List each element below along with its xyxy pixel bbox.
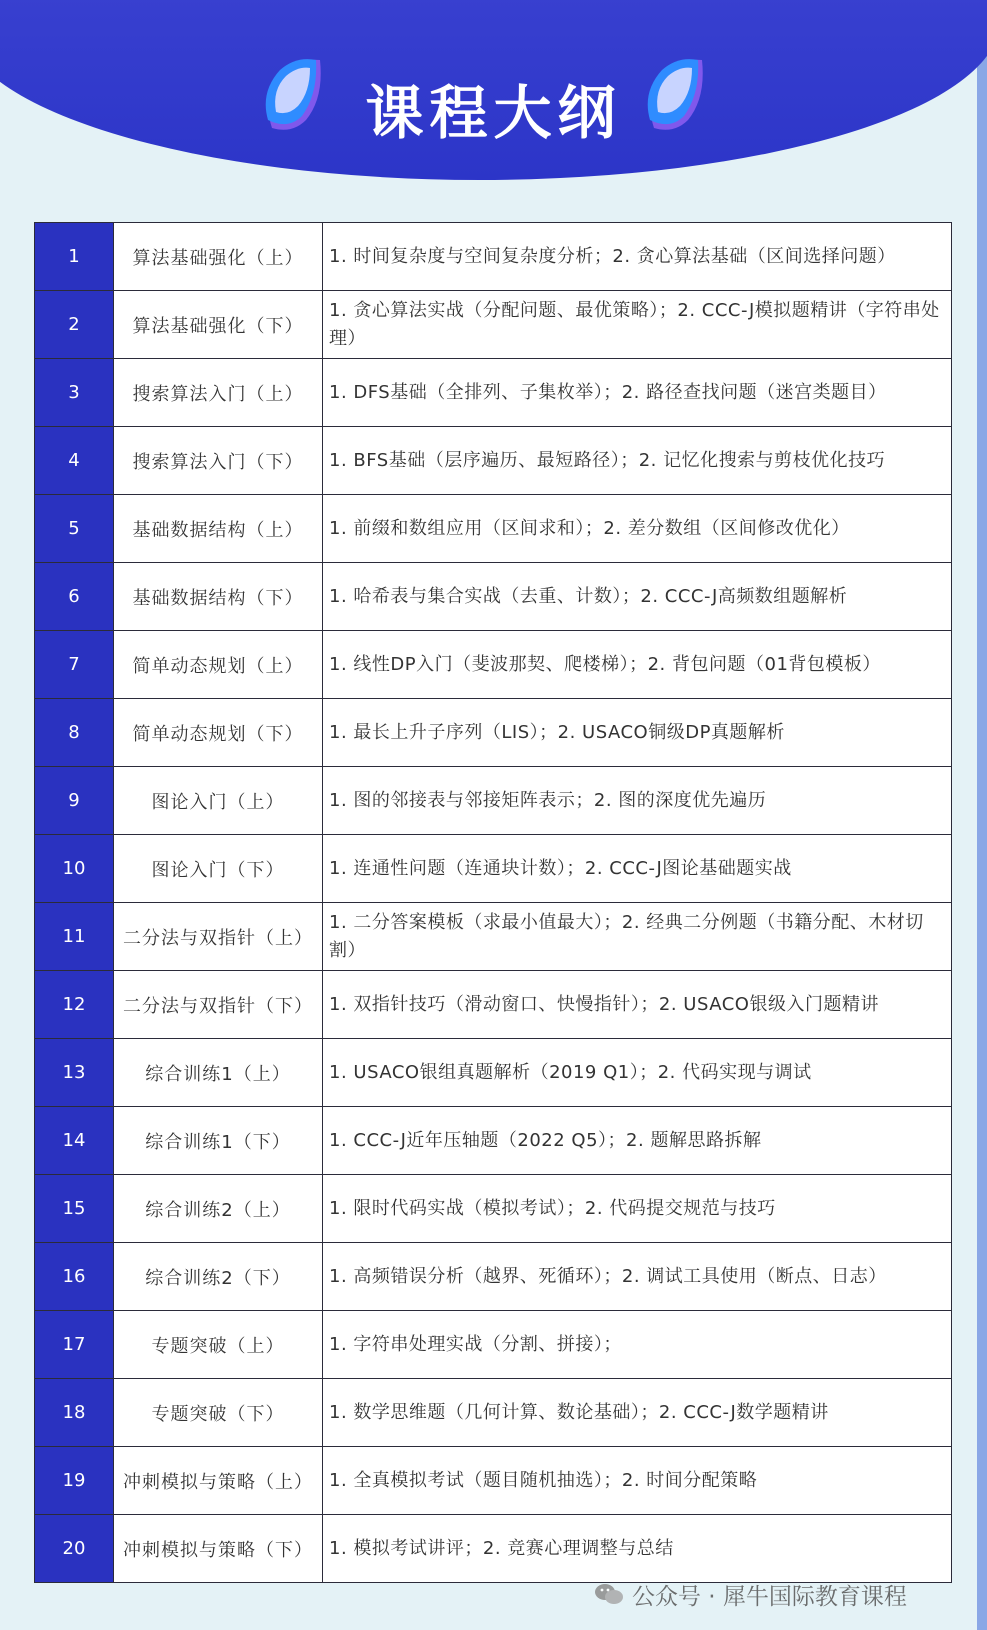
table-row [35, 835, 952, 903]
table-row [35, 223, 952, 291]
row-content: 1. 高频错误分析（越界、死循环）；2. 调试工具使用（断点、日志） [323, 1243, 952, 1311]
row-content: 1. 贪心算法实战（分配问题、最优策略）；2. CCC-J模拟题精讲（字符串处理） [323, 291, 952, 359]
table-row [35, 699, 952, 767]
row-number: 2 [35, 291, 114, 359]
row-topic: 搜索算法入门（下） [114, 427, 323, 495]
row-content: 1. 线性DP入门（斐波那契、爬楼梯）；2. 背包问题（01背包模板） [323, 631, 952, 699]
row-number: 10 [35, 835, 114, 903]
row-number: 5 [35, 495, 114, 563]
row-content: 1. 前缀和数组应用（区间求和）；2. 差分数组（区间修改优化） [323, 495, 952, 563]
table-row [35, 495, 952, 563]
row-topic: 二分法与双指针（上） [114, 903, 323, 971]
row-content: 1. 连通性问题（连通块计数）；2. CCC-J图论基础题实战 [323, 835, 952, 903]
table-row [35, 971, 952, 1039]
row-topic: 搜索算法入门（上） [114, 359, 323, 427]
row-number: 16 [35, 1243, 114, 1311]
table-row [35, 1039, 952, 1107]
row-topic: 综合训练1（下） [114, 1107, 323, 1175]
row-content: 1. BFS基础（层序遍历、最短路径）；2. 记忆化搜索与剪枝优化技巧 [323, 427, 952, 495]
row-topic: 基础数据结构（下） [114, 563, 323, 631]
row-content: 1. 限时代码实战（模拟考试）；2. 代码提交规范与技巧 [323, 1175, 952, 1243]
row-topic: 专题突破（上） [114, 1311, 323, 1379]
row-content: 1. 哈希表与集合实战（去重、计数）；2. CCC-J高频数组题解析 [323, 563, 952, 631]
table-row [35, 1515, 952, 1583]
row-topic: 综合训练2（上） [114, 1175, 323, 1243]
table-row [35, 903, 952, 971]
row-topic: 图论入门（上） [114, 767, 323, 835]
row-topic: 简单动态规划（下） [114, 699, 323, 767]
table-row [35, 359, 952, 427]
row-content: 1. 字符串处理实战（分割、拼接）； [323, 1311, 952, 1379]
row-number: 13 [35, 1039, 114, 1107]
row-content: 1. 数学思维题（几何计算、数论基础）；2. CCC-J数学题精讲 [323, 1379, 952, 1447]
row-number: 14 [35, 1107, 114, 1175]
row-content: 1. 双指针技巧（滑动窗口、快慢指针）；2. USACO银级入门题精讲 [323, 971, 952, 1039]
row-content: 1. 图的邻接表与邻接矩阵表示；2. 图的深度优先遍历 [323, 767, 952, 835]
row-number: 17 [35, 1311, 114, 1379]
row-topic: 图论入门（下） [114, 835, 323, 903]
table-row [35, 1243, 952, 1311]
row-topic: 专题突破（下） [114, 1379, 323, 1447]
row-content: 1. 时间复杂度与空间复杂度分析；2. 贪心算法基础（区间选择问题） [323, 223, 952, 291]
row-number: 4 [35, 427, 114, 495]
table-row [35, 631, 952, 699]
table-row [35, 291, 952, 359]
table-row [35, 1311, 952, 1379]
table-row [35, 563, 952, 631]
wechat-icon [594, 1582, 624, 1606]
table-body [35, 223, 952, 1583]
row-content: 1. 二分答案模板（求最小值最大）；2. 经典二分例题（书籍分配、木材切割） [323, 903, 952, 971]
row-content: 1. 全真模拟考试（题目随机抽选）；2. 时间分配策略 [323, 1447, 952, 1515]
table-row [35, 767, 952, 835]
row-topic: 简单动态规划（上） [114, 631, 323, 699]
watermark-text: 公众号 · 犀牛国际教育课程 [632, 1584, 907, 1610]
row-number: 20 [35, 1515, 114, 1583]
row-topic: 冲刺模拟与策略（上） [114, 1447, 323, 1515]
row-content: 1. 最长上升子序列（LIS）；2. USACO铜级DP真题解析 [323, 699, 952, 767]
row-content: 1. CCC-J近年压轴题（2022 Q5）；2. 题解思路拆解 [323, 1107, 952, 1175]
row-number: 15 [35, 1175, 114, 1243]
row-number: 19 [35, 1447, 114, 1515]
row-number: 8 [35, 699, 114, 767]
row-content: 1. 模拟考试讲评；2. 竞赛心理调整与总结 [323, 1515, 952, 1583]
course-outline-table [34, 222, 952, 1583]
row-topic: 冲刺模拟与策略（下） [114, 1515, 323, 1583]
row-number: 3 [35, 359, 114, 427]
row-topic: 综合训练2（下） [114, 1243, 323, 1311]
row-number: 7 [35, 631, 114, 699]
table-row [35, 427, 952, 495]
watermark [594, 1578, 964, 1608]
row-number: 6 [35, 563, 114, 631]
row-number: 18 [35, 1379, 114, 1447]
row-content: 1. USACO银组真题解析（2019 Q1）；2. 代码实现与调试 [323, 1039, 952, 1107]
row-number: 11 [35, 903, 114, 971]
table-row [35, 1379, 952, 1447]
table-row [35, 1175, 952, 1243]
row-topic: 算法基础强化（下） [114, 291, 323, 359]
page-title: 课程大纲 [365, 79, 622, 147]
table-row [35, 1447, 952, 1515]
row-number: 1 [35, 223, 114, 291]
row-topic: 基础数据结构（上） [114, 495, 323, 563]
table-row [35, 1107, 952, 1175]
row-number: 9 [35, 767, 114, 835]
row-content: 1. DFS基础（全排列、子集枚举）；2. 路径查找问题（迷宫类题目） [323, 359, 952, 427]
row-topic: 综合训练1（上） [114, 1039, 323, 1107]
row-number: 12 [35, 971, 114, 1039]
row-topic: 算法基础强化（上） [114, 223, 323, 291]
row-topic: 二分法与双指针（下） [114, 971, 323, 1039]
